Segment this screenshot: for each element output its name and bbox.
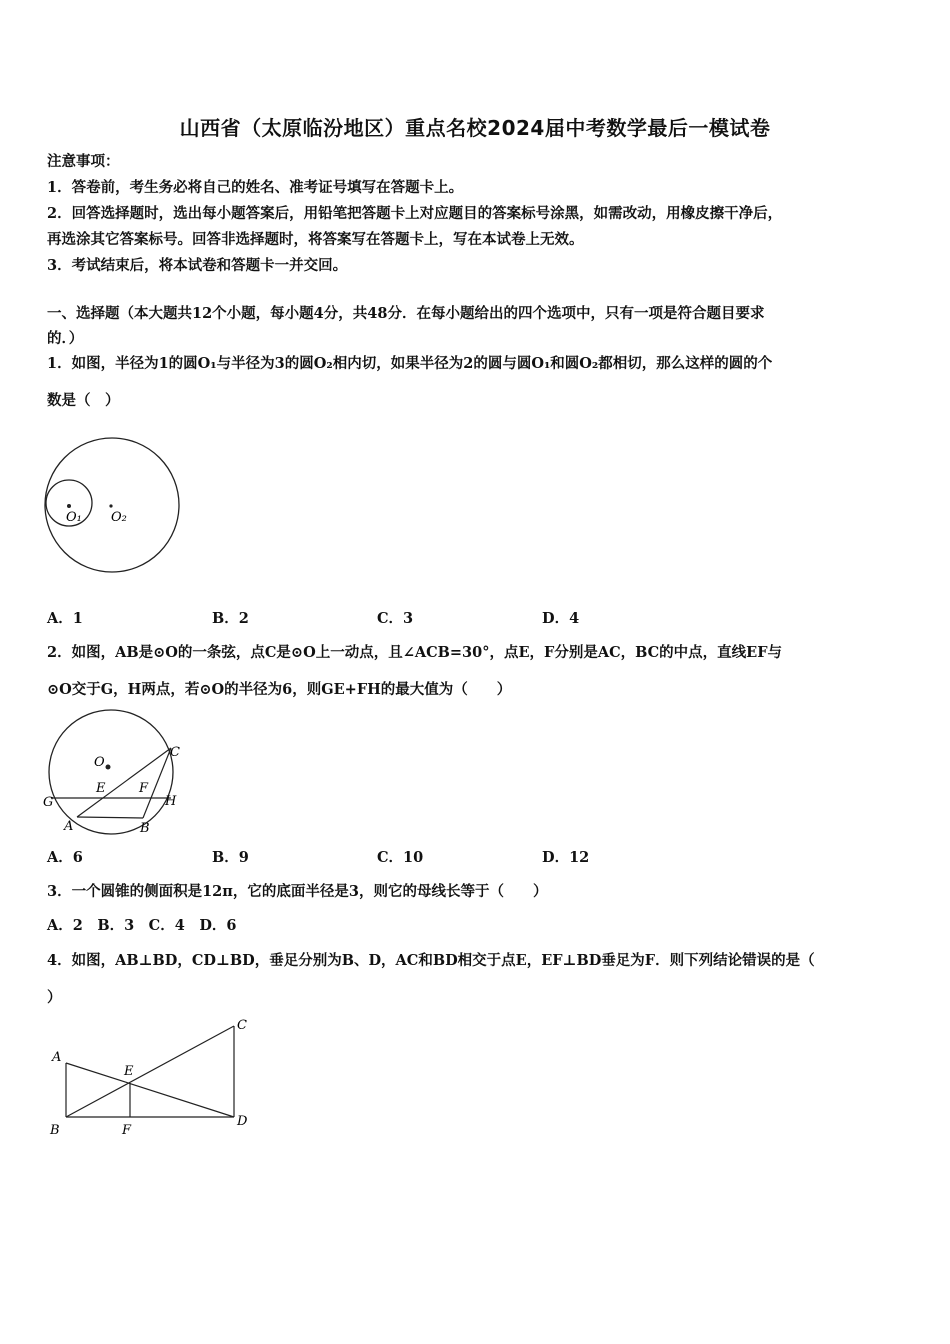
label-f: F — [139, 781, 149, 796]
label-d: D — [237, 1114, 248, 1129]
label-c: C — [170, 745, 180, 760]
q1-option-a[interactable]: A．1 — [47, 610, 83, 627]
q2-stem: 2．如图，AB是⊙O的一条弦，点C是⊙O上一动点，且∠ACB=30°，点E，F分别是AC，BC的中点，直线EF与 — [47, 644, 783, 661]
notice-heading: 注意事项： — [47, 153, 120, 170]
label-c: C — [237, 1018, 247, 1033]
q4-figure — [44, 1012, 259, 1142]
q1-stem: 1．如图，半径为1的圆O₁与半径为3的圆O₂相内切，如果半径为2的圆与圆O₁和圆O₂都相切，那么这样的圆的个 — [47, 355, 773, 372]
center-o2 — [109, 504, 112, 507]
center-o1 — [67, 504, 71, 508]
label-o: O — [94, 755, 105, 770]
q3-stem: 3．一个圆锥的侧面积是12π，它的底面半径是3，则它的母线长等于（ ） — [47, 883, 548, 900]
notice-item-3: 3．考试结束后，将本试卷和答题卡一并交回。 — [47, 257, 348, 274]
label-f: F — [122, 1123, 132, 1138]
q1-option-c[interactable]: C．3 — [377, 610, 414, 627]
label-g: G — [43, 795, 54, 810]
notice-item-1: 1．答卷前，考生务必将自己的姓名、准考证号填写在答题卡上。 — [47, 179, 464, 196]
q1-stem-cont: 数是（ ） — [47, 392, 120, 409]
label-a: A — [52, 1050, 62, 1065]
notice-item-2: 2．回答选择题时，选出每小题答案后，用铅笔把答题卡上对应题目的答案标号涂黑，如需改动，用橡皮擦干净后， — [47, 205, 783, 222]
label-e: E — [124, 1064, 134, 1079]
label-a: A — [64, 819, 74, 834]
q2-option-c[interactable]: C．10 — [377, 849, 424, 866]
notice-item-2-cont: 再选涂其它答案标号。回答非选择题时，将答案写在答题卡上，写在本试卷上无效。 — [47, 231, 584, 248]
label-o2: O₂ — [111, 510, 127, 525]
label-h: H — [165, 794, 177, 809]
q1-option-b[interactable]: B．2 — [212, 610, 249, 627]
label-b: B — [140, 821, 150, 836]
q2-stem-cont: ⊙O交于G，H两点，若⊙O的半径为6，则GE+FH的最大值为（ ） — [47, 681, 512, 698]
q4-stem: 4．如图，AB⊥BD，CD⊥BD，垂足分别为B、D，AC和BD相交于点E，EF⊥BD垂足为F．则下列结论错误的是（ — [47, 952, 815, 969]
q2-option-d[interactable]: D．12 — [542, 849, 590, 866]
chord-ab — [77, 817, 143, 818]
q2-option-a[interactable]: A．6 — [47, 849, 83, 866]
q2-figure — [40, 708, 185, 838]
q3-options[interactable]: A．2 B．3 C．4 D．6 — [47, 917, 237, 934]
q4-stem-cont: ） — [47, 989, 62, 1006]
q1-figure — [40, 434, 185, 579]
label-o1: O₁ — [66, 510, 82, 525]
section-heading: 一、选择题（本大题共12个小题，每小题4分，共48分．在每小题给出的四个选项中，只有一项是符合题目要求 — [47, 305, 765, 322]
q2-option-b[interactable]: B．9 — [212, 849, 249, 866]
q1-option-d[interactable]: D．4 — [542, 610, 580, 627]
label-e: E — [96, 781, 106, 796]
center-o — [106, 765, 111, 770]
circle-o — [49, 710, 173, 834]
page-title: 山西省（太原临汾地区）重点名校2024届中考数学最后一模试卷 — [179, 116, 771, 140]
section-heading-cont: 的．） — [47, 330, 84, 347]
label-b: B — [50, 1123, 60, 1138]
